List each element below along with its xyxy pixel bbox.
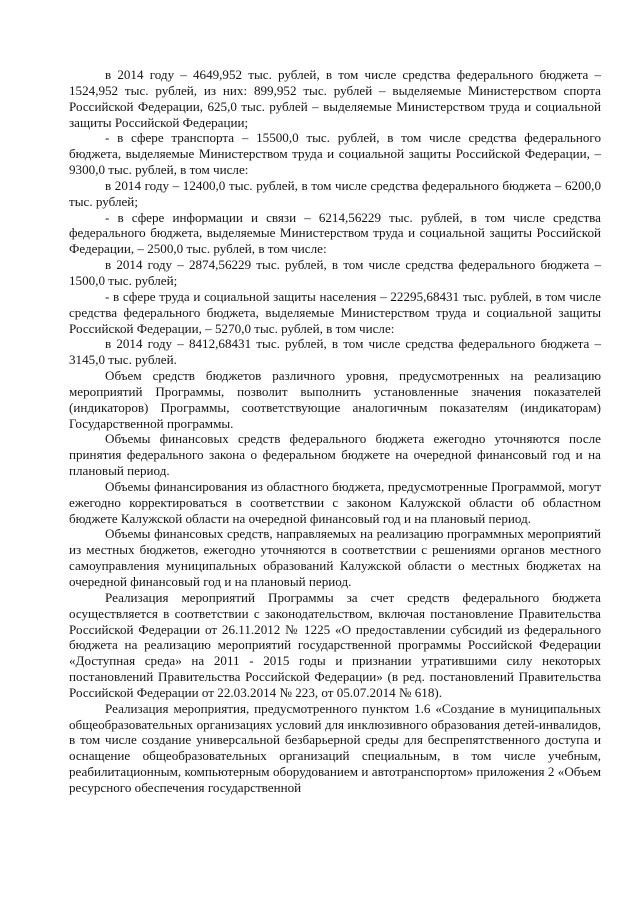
paragraph: - в сфере информации и связи – 6214,56229 тыс. рублей, в том числе средства федерального бюджета, выделяемые Министерством труда и социальной защиты Российской Федерации, – 2500,0 тыс. рублей, в том числе:	[69, 209, 601, 257]
paragraph: Объемы финансовых средств федерального бюджета ежегодно уточняются после принятия федерального закона о федеральном бюджете на очередной финансовый год и на плановый период.	[69, 431, 601, 479]
paragraph: Реализация мероприятия, предусмотренного пунктом 1.6 «Создание в муниципальных общеобразовательных организациях условий для инклюзивного образования детей-инвалидов, в том числе создание универсальной безбарьерной среды для беспрепятственного доступа и оснащение общеобразовательных организаций специальным, в том числе учебным, реабилитационным, компьютерным оборудованием и автотранспортом» приложения 2 «Объем ресурсного обеспечения государственной	[69, 700, 601, 795]
paragraph: Реализация мероприятий Программы за счет средств федерального бюджета осуществляется в соответствии с законодательством, включая постановление Правительства Российской Федерации от 26.11.2012 № 1225 «О предоставлении субсидий из федерального бюджета на реализацию мероприятий государственной программы Российской Федерации «Доступная среда» на 2011 - 2015 годы и признании утратившими силу некоторых постановлений Правительства Российской Федерации» (в ред. постановлений Правительства Российской Федерации от 22.03.2014 № 223, от 05.07.2014 № 618).	[69, 589, 601, 700]
paragraph: - в сфере труда и социальной защиты населения – 22295,68431 тыс. рублей, в том числе средства федерального бюджета, выделяемые Министерством труда и социальной защиты Российской Федерации, – 5270,0 тыс. рублей, в том числе:	[69, 288, 601, 336]
document-body	[69, 67, 601, 796]
paragraph: Объемы финансирования из областного бюджета, предусмотренные Программой, могут ежегодно корректироваться в соответствии с законом Калужской области об областном бюджете Калужской области на очередной финансовый год и на плановый период.	[69, 478, 601, 526]
paragraph: в 2014 году – 2874,56229 тыс. рублей, в том числе средства федерального бюджета – 1500,0 тыс. рублей;	[69, 257, 601, 288]
paragraph: в 2014 году – 8412,68431 тыс. рублей, в том числе средства федерального бюджета – 3145,0 тыс. рублей.	[69, 336, 601, 368]
paragraph: в 2014 году – 4649,952 тыс. рублей, в том числе средства федерального бюджета – 1524,952 тыс. рублей, из них: 899,952 тыс. рублей – выделяемые Министерством спорта Российской Федерации, 625,0 тыс. рублей – выделяемые Министерством труда и социальной защиты Российской Федерации;	[69, 67, 601, 130]
paragraph: Объемы финансовых средств, направляемых на реализацию программных мероприятий из местных бюджетов, ежегодно уточняются в соответствии с решениями органов местного самоуправления муниципальных образований Калужской области о местных бюджетах на очередной финансовый год и на плановый период.	[69, 526, 601, 589]
paragraph: в 2014 году – 12400,0 тыс. рублей, в том числе средства федерального бюджета – 6200,0 тыс. рублей;	[69, 177, 601, 209]
paragraph: - в сфере транспорта – 15500,0 тыс. рублей, в том числе средства федерального бюджета, выделяемые Министерством труда и социальной защиты Российской Федерации, – 9300,0 тыс. рублей, в том числе:	[69, 130, 601, 178]
paragraph: Объем средств бюджетов различного уровня, предусмотренных на реализацию мероприятий Программы, позволит выполнить установленные значения показателей (индикаторов) Программы, соответствующие аналогичным показателям (индикаторам) Государственной программы.	[69, 368, 601, 431]
